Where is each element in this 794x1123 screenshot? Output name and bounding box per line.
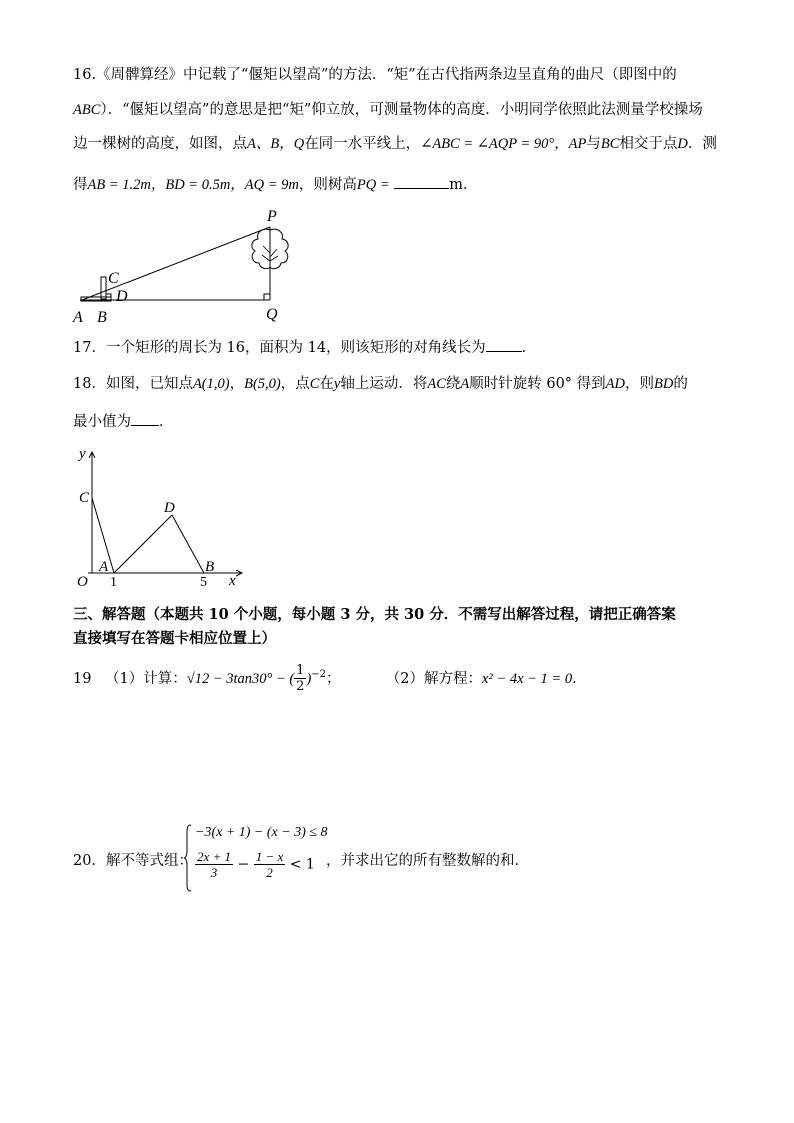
q16-line2	[73, 100, 703, 120]
q20-frac1-den: 3	[210, 865, 218, 880]
q16-dpt: D	[677, 136, 688, 152]
q20-frac2	[254, 849, 286, 880]
q19-fraction	[294, 663, 306, 694]
q16-line3-a: 边一棵树的高度，如图，点	[73, 136, 247, 152]
q16-line1: 16.《周髀算经》中记载了“偃矩以望高”的方法．“矩”在古代指两条边呈直角的曲尺（即图中的	[73, 67, 677, 83]
q20-ineq2	[195, 849, 315, 880]
segment-db	[172, 515, 204, 573]
q18-line2-end: ．	[159, 414, 174, 430]
q16-values: AB = 1.2m，BD = 0.5m，AQ = 9m	[87, 177, 299, 193]
q16-abc: ABC	[73, 102, 101, 118]
q16-line2-text: ）．“偃矩以望高”的意思是把“矩”仰立放，可测量物体的高度．小明同学依照此法测量学校操场	[100, 102, 703, 118]
q18-apt: A	[460, 376, 470, 392]
q18-ad: AD	[605, 376, 625, 392]
label-x: x	[229, 573, 236, 589]
q16-line3-d: 相交于点	[619, 136, 678, 152]
q20-frac2-den: 2	[266, 865, 273, 880]
brace-icon	[183, 824, 193, 892]
q16-unit: m．	[449, 177, 478, 193]
segment-ad	[114, 515, 172, 573]
q20-num: 20．解不等式组：	[73, 853, 193, 869]
q19-part1-label: （1）计算：	[105, 670, 187, 687]
label-d2: D	[164, 500, 175, 516]
q16-line3-e: ．测	[687, 136, 717, 152]
q19-part2-label: （2）解方程：	[385, 670, 482, 687]
q18-a: 18．如图，已知点	[73, 376, 193, 392]
q19-part2-expr: x² − 4x − 1 = 0	[482, 670, 573, 687]
q18-i: 的	[673, 376, 688, 392]
q20-lt: < 1	[289, 856, 315, 873]
q18-e: 轴上运动．将	[340, 376, 428, 392]
q18-point-a: A(1,0)	[192, 376, 230, 392]
q18-point-c: C	[309, 376, 320, 392]
q18-line2-text: 最小值为	[73, 414, 131, 430]
right-angle-q	[264, 294, 270, 300]
label-a: A	[73, 309, 83, 326]
q19-expr-b: )	[306, 670, 312, 687]
label-d: D	[116, 288, 128, 305]
tick-1: 1	[110, 575, 117, 590]
q19-frac-num: 1	[296, 663, 305, 679]
q18-ac: AC	[427, 376, 446, 392]
section3-line2: 直接填写在答题卡相应位置上）	[73, 630, 276, 647]
label-y: y	[79, 446, 86, 462]
tick-5: 5	[200, 575, 207, 590]
q20-block	[73, 822, 773, 897]
q18-bd: BD	[654, 376, 674, 392]
tree-branches-icon	[262, 245, 278, 267]
label-c: C	[108, 270, 119, 287]
q18-y: y	[333, 376, 341, 392]
q19-frac-den: 2	[296, 679, 305, 695]
q20-frac1-num: 2x + 1	[197, 849, 232, 864]
label-b2: B	[205, 559, 215, 575]
label-o: O	[77, 574, 88, 590]
ruler-bc	[101, 277, 106, 299]
line-ap	[82, 227, 270, 300]
q16-pq: PQ =	[356, 177, 390, 193]
q18-b: ，	[229, 376, 245, 392]
q18-g: 顺时针旋转 60° 得到	[469, 376, 606, 392]
q20-frac2-num: 1 − x	[255, 849, 284, 864]
q20-tail: ，并求出它的所有整数解的和．	[326, 853, 529, 869]
q20-minus: −	[237, 856, 250, 873]
q17-answer-blank[interactable]	[486, 337, 522, 352]
q19-line	[73, 660, 587, 694]
q16-angle: ∠ABC = ∠AQP = 90°，AP	[420, 136, 587, 152]
q18-c: ，点	[280, 376, 310, 392]
q19-part2-end: ．	[572, 670, 587, 687]
q20-ineq1: −3(x + 1) − (x − 3) ≤ 8	[195, 825, 328, 840]
q17-end: ．	[521, 340, 537, 356]
label-b: B	[97, 309, 107, 326]
q17-text: 17．一个矩形的周长为 16，面积为 14，则该矩形的对角线长为	[73, 340, 486, 356]
q16-line4-a: 得	[73, 177, 88, 193]
q20-frac1	[195, 849, 233, 880]
q18-point-b: B(5,0)	[244, 376, 281, 392]
label-c2: C	[79, 490, 90, 506]
label-a2: A	[99, 559, 109, 575]
label-q: Q	[266, 306, 278, 323]
q18-figure	[70, 440, 255, 590]
q16-bc: BC	[600, 136, 620, 152]
q16-answer-blank[interactable]	[394, 174, 449, 189]
section3-line1: 三、解答题（本题共 10 个小题，每小题 3 分，共 30 分．不需写出解答过程，请把正确答案	[73, 606, 676, 623]
q18-h: ，则	[625, 376, 654, 392]
q18-line1	[73, 374, 688, 394]
q18-answer-blank[interactable]	[131, 411, 159, 426]
q16-figure	[70, 205, 300, 330]
q16-line4-b: ，则树高	[298, 177, 357, 193]
q19-part1-end: ；	[326, 670, 341, 687]
q17-line	[73, 337, 536, 358]
q16-points: A、B，Q	[247, 136, 305, 152]
q16-line3-b: 在同一水平线上，	[304, 136, 421, 152]
label-p: P	[267, 208, 277, 225]
q18-f: 绕	[445, 376, 461, 392]
q19-exponent: −2	[311, 669, 327, 680]
q18-d: 在	[319, 376, 334, 392]
q19-num: 19	[73, 670, 92, 687]
q16-line4	[73, 174, 478, 195]
q18-line2	[73, 411, 174, 432]
q19-expr-a: √12 − 3tan30° − (	[186, 670, 295, 687]
q16-line3	[73, 134, 717, 154]
q16-line3-c: 与	[586, 136, 601, 152]
